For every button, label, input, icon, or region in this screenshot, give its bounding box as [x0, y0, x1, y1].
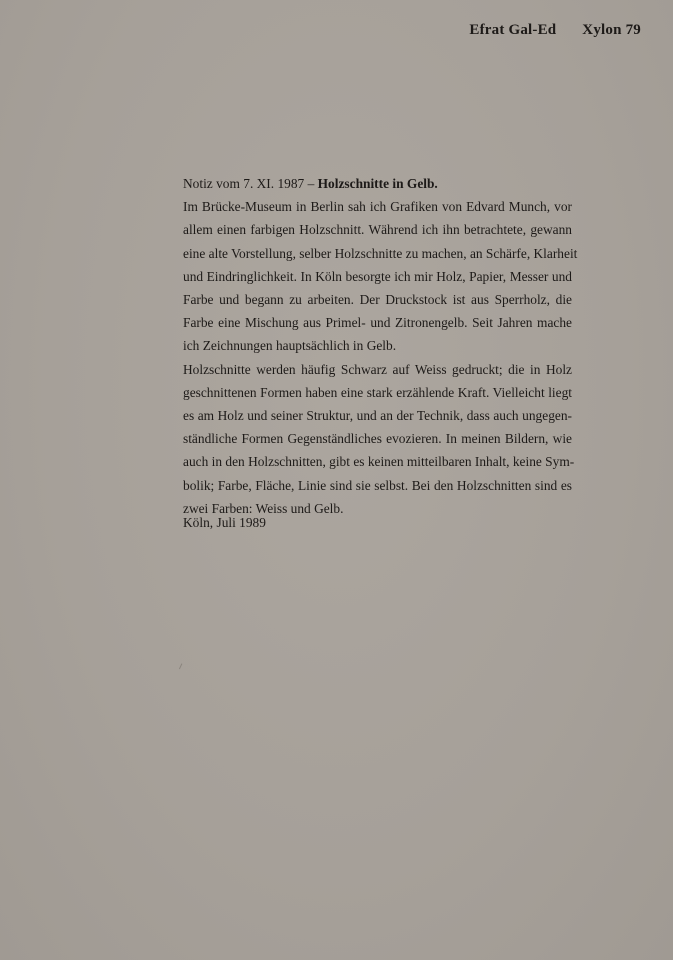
- text-line: allem einen farbigen Holzschnitt. Während ich ihn betrachtete, gewann: [183, 222, 572, 238]
- text-line: Farbe und begann zu arbeiten. Der Druckstock ist aus Sperrholz, die: [183, 292, 572, 308]
- note-heading: [183, 172, 572, 195]
- note-text: [183, 172, 578, 520]
- series-title: Xylon 79: [582, 22, 641, 38]
- paper-speck: [179, 663, 185, 670]
- text-line: und Eindringlichkeit. In Köln besorgte ich mir Holz, Papier, Messer und: [183, 268, 572, 284]
- author-name: Efrat Gal-Ed: [469, 22, 557, 38]
- text-line: zwei Farben: Weiss und Gelb.: [183, 500, 344, 516]
- note-heading-date: Notiz vom 7. XI. 1987 –: [183, 176, 318, 191]
- text-line: bolik; Farbe, Fläche, Linie sind sie selbst. Bei den Holzschnitten sind es: [183, 477, 572, 493]
- text-line: ich Zeichnungen hauptsächlich in Gelb.: [183, 338, 397, 354]
- signoff-place-date: Köln, Juli 1989: [183, 515, 266, 530]
- text-line: auch in den Holzschnitten, gibt es keinen mitteilbaren Inhalt, keine Sym-: [183, 454, 575, 470]
- note-heading-title: Holzschnitte in Gelb.: [317, 176, 438, 191]
- text-line: Farbe eine Mischung aus Primel- und Zitronengelb. Seit Jahren mache: [183, 315, 572, 331]
- text-line: geschnittenen Formen haben eine stark erzählende Kraft. Vielleicht liegt: [183, 384, 572, 400]
- text-line: ständliche Formen Gegenständliches evozieren. In meinen Bildern, wie: [183, 431, 572, 447]
- page-header: [469, 22, 641, 39]
- text-line: Holzschnitte werden häufig Schwarz auf Weiss gedruckt; die in Holz: [183, 361, 572, 377]
- text-line: Im Brücke-Museum in Berlin sah ich Grafiken von Edvard Munch, vor: [183, 199, 572, 215]
- text-line: es am Holz und seiner Struktur, und an der Technik, dass auch ungegen-: [183, 408, 572, 424]
- text-line: eine alte Vorstellung, selber Holzschnitte zu machen, an Schärfe, Klarheit: [183, 245, 578, 261]
